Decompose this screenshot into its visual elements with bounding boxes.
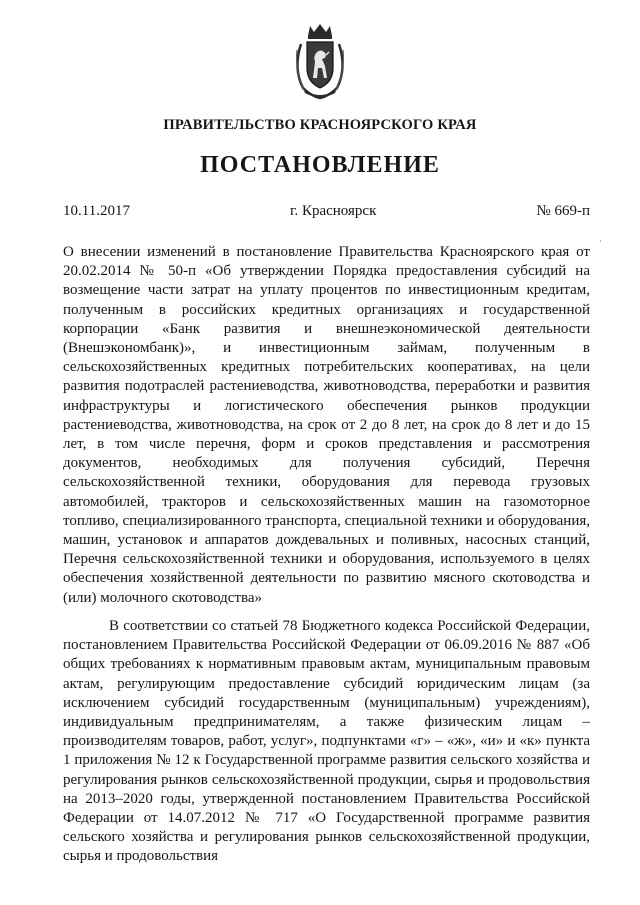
coat-of-arms-icon [291, 22, 349, 100]
document-type-heading: ПОСТАНОВЛЕНИЕ [200, 152, 440, 178]
document-city: г. Красноярск [289, 203, 377, 219]
document-body-paragraph: В соответствии со статьей 78 Бюджетного кодекса Российской Федерации, постановлением Правительства Российской Федерации от 06.09.2016 № 887 «Об общих требованиях к нормативным правовым актам, муниципальным правовым актам, регулирующим предоставление субсидий юридическим лицам (за исключением субсидий государственным (муниципальным) учреждениям), индивидуальным предпринимателям, а также физическим лицам – производителям товаров, работ, услуг», подпунктами «г» – «ж», «и» и «к» пункта 1 приложения № 12 к Государственной программе развития сельского хозяйства и регулирования рынков сельскохозяйственной продукции, сырья и продовольствия на 2013–2020 годы, утвержденной постановлением Правительства Российской Федерации от 14.07.2012 № 717 «О Государственной программе развития сельского хозяйства и регулирования рынков сельскохозяйственной продукции, сырья и продовольствия [63, 618, 590, 865]
document-number: № 669-п [536, 203, 590, 219]
document-meta-row [63, 203, 590, 220]
scan-artifact [600, 240, 601, 242]
government-title: ПРАВИТЕЛЬСТВО КРАСНОЯРСКОГО КРАЯ [163, 117, 477, 133]
document-subject: О внесении изменений в постановление Правительства Красноярского края от 20.02.2014 № 50-п «Об утверждении Порядка предоставления субсидий на возмещение части затрат на уплату процентов по инвестиционным кредитам, полученным в российских кредитных организациях и государственной корпорации «Банк развития и внешнеэкономической деятельности (Внешэкономбанк)», и инвестиционным займам, полученным в сельскохозяйственных кредитных потребительских кооперативах, на цели развития подотраслей растениеводства, животноводства, переработки и развития инфраструктуры и логистического обеспечения рынков продукции растениеводства, животноводства, на срок от 2 до 8 лет, на срок до 8 лет и до 15 лет, в том числе перечня, форм и сроков представления и рассмотрения документов, необходимых для получения субсидий, Перечня сельскохозяйственной техники, оборудования для перевода грузовых автомобилей, тракторов и сельскохозяйственных машин на газомоторное топливо, специализированного транспорта, специальной техники и оборудования, машин, установок и аппаратов дождевальных и поливных, насосных станций, Перечня сельскохозяйственной техники и оборудования, используемого в целях обеспечения хозяйственной деятельности по развитию мясного скотоводства и (или) молочного скотоводства» [63, 244, 590, 606]
document-date: 10.11.2017 [63, 203, 130, 219]
